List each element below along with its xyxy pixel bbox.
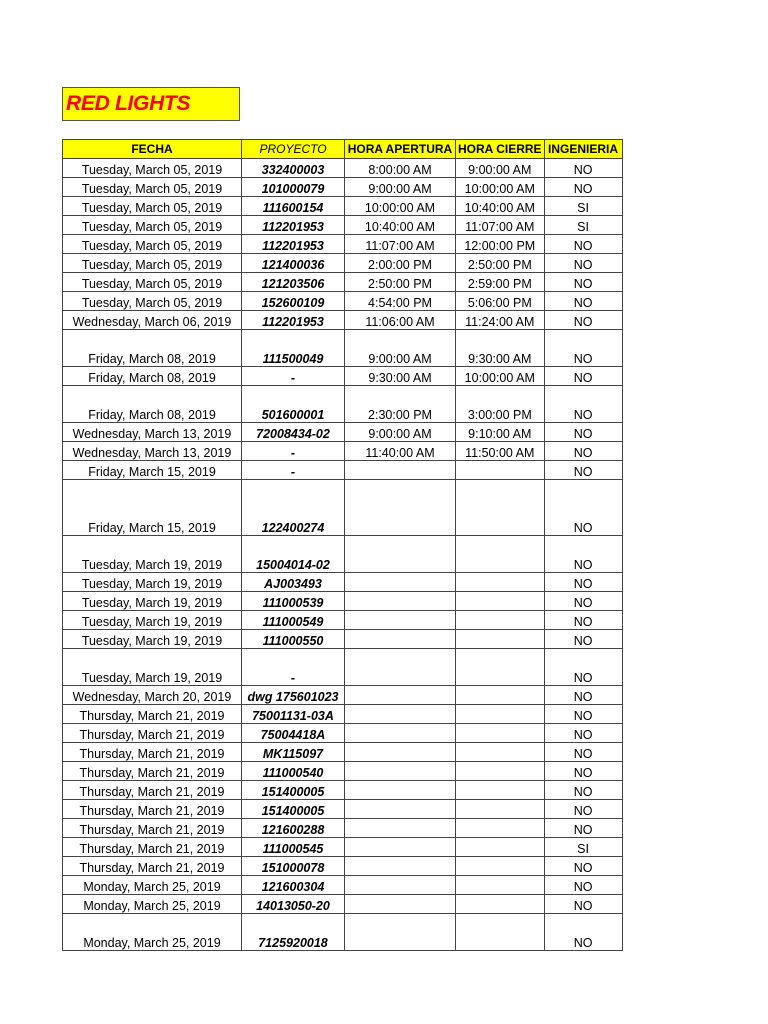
cell-ingenieria: NO	[544, 573, 622, 592]
cell-ingenieria: NO	[544, 895, 622, 914]
cell-fecha: Thursday, March 21, 2019	[63, 857, 242, 876]
cell-ingenieria: NO	[544, 800, 622, 819]
cell-fecha: Monday, March 25, 2019	[63, 895, 242, 914]
table-row	[63, 781, 623, 800]
cell-proyecto: 151000078	[242, 857, 345, 876]
cell-fecha: Tuesday, March 05, 2019	[63, 254, 242, 273]
cell-hora-apertura	[345, 686, 456, 705]
cell-fecha: Tuesday, March 05, 2019	[63, 216, 242, 235]
table-row	[63, 838, 623, 857]
cell-proyecto: 111000550	[242, 630, 345, 649]
table-row	[63, 895, 623, 914]
table-row	[63, 330, 623, 367]
cell-hora-apertura: 9:00:00 AM	[345, 178, 456, 197]
cell-proyecto: AJ003493	[242, 573, 345, 592]
sheet-title: RED LIGHTS	[66, 92, 191, 115]
cell-ingenieria: NO	[544, 386, 622, 423]
cell-ingenieria: NO	[544, 630, 622, 649]
cell-proyecto: 111500049	[242, 330, 345, 367]
cell-proyecto: 75004418A	[242, 724, 345, 743]
cell-hora-apertura	[345, 724, 456, 743]
cell-hora-cierre	[456, 838, 545, 857]
cell-fecha: Friday, March 08, 2019	[63, 330, 242, 367]
cell-ingenieria: NO	[544, 159, 622, 178]
table-row	[63, 649, 623, 686]
cell-fecha: Tuesday, March 05, 2019	[63, 273, 242, 292]
cell-fecha: Thursday, March 21, 2019	[63, 819, 242, 838]
cell-hora-apertura	[345, 743, 456, 762]
cell-hora-cierre: 2:50:00 PM	[456, 254, 545, 273]
cell-proyecto: -	[242, 367, 345, 386]
cell-proyecto: -	[242, 461, 345, 480]
cell-fecha: Thursday, March 21, 2019	[63, 762, 242, 781]
cell-hora-apertura	[345, 762, 456, 781]
cell-hora-cierre: 11:24:00 AM	[456, 311, 545, 330]
cell-ingenieria: NO	[544, 235, 622, 254]
table-row	[63, 743, 623, 762]
table-row	[63, 914, 623, 951]
cell-proyecto: MK115097	[242, 743, 345, 762]
cell-proyecto: 111600154	[242, 197, 345, 216]
cell-proyecto: -	[242, 442, 345, 461]
table-row	[63, 442, 623, 461]
table-row	[63, 800, 623, 819]
cell-ingenieria: NO	[544, 178, 622, 197]
table-row	[63, 461, 623, 480]
cell-ingenieria: NO	[544, 254, 622, 273]
table-row	[63, 762, 623, 781]
cell-hora-cierre	[456, 611, 545, 630]
cell-ingenieria: NO	[544, 330, 622, 367]
cell-fecha: Friday, March 08, 2019	[63, 367, 242, 386]
cell-hora-apertura: 9:00:00 AM	[345, 330, 456, 367]
cell-ingenieria: NO	[544, 536, 622, 573]
cell-ingenieria: NO	[544, 762, 622, 781]
red-lights-table	[62, 139, 623, 951]
table-row	[63, 311, 623, 330]
col-header-proyecto: PROYECTO	[242, 140, 345, 159]
cell-hora-apertura: 8:00:00 AM	[345, 159, 456, 178]
cell-proyecto: 112201953	[242, 311, 345, 330]
table-row	[63, 573, 623, 592]
table-row	[63, 367, 623, 386]
cell-hora-cierre: 10:40:00 AM	[456, 197, 545, 216]
cell-hora-cierre	[456, 705, 545, 724]
cell-fecha: Wednesday, March 06, 2019	[63, 311, 242, 330]
cell-hora-apertura	[345, 649, 456, 686]
table-row	[63, 292, 623, 311]
cell-proyecto: 151400005	[242, 781, 345, 800]
cell-ingenieria: NO	[544, 743, 622, 762]
table-row	[63, 386, 623, 423]
cell-ingenieria: NO	[544, 857, 622, 876]
cell-hora-cierre: 5:06:00 PM	[456, 292, 545, 311]
cell-hora-apertura	[345, 914, 456, 951]
cell-fecha: Tuesday, March 19, 2019	[63, 630, 242, 649]
cell-fecha: Wednesday, March 20, 2019	[63, 686, 242, 705]
cell-hora-cierre	[456, 649, 545, 686]
cell-hora-cierre: 9:30:00 AM	[456, 330, 545, 367]
table-row	[63, 630, 623, 649]
cell-hora-apertura	[345, 573, 456, 592]
cell-hora-cierre	[456, 876, 545, 895]
cell-hora-cierre	[456, 724, 545, 743]
cell-ingenieria: NO	[544, 724, 622, 743]
cell-hora-cierre	[456, 536, 545, 573]
table-row	[63, 216, 623, 235]
cell-hora-cierre: 12:00:00 PM	[456, 235, 545, 254]
col-header-fecha: FECHA	[63, 140, 242, 159]
table-row	[63, 705, 623, 724]
cell-proyecto: 7125920018	[242, 914, 345, 951]
table-row	[63, 235, 623, 254]
cell-fecha: Tuesday, March 05, 2019	[63, 178, 242, 197]
cell-hora-cierre	[456, 461, 545, 480]
cell-hora-apertura: 2:00:00 PM	[345, 254, 456, 273]
cell-proyecto: 121203506	[242, 273, 345, 292]
cell-hora-apertura: 11:40:00 AM	[345, 442, 456, 461]
cell-hora-apertura	[345, 819, 456, 838]
cell-fecha: Friday, March 15, 2019	[63, 461, 242, 480]
cell-hora-cierre: 10:00:00 AM	[456, 178, 545, 197]
cell-ingenieria: NO	[544, 273, 622, 292]
cell-proyecto: 152600109	[242, 292, 345, 311]
cell-ingenieria: NO	[544, 649, 622, 686]
cell-ingenieria: NO	[544, 592, 622, 611]
cell-hora-cierre	[456, 573, 545, 592]
table-row	[63, 159, 623, 178]
col-header-ingenieria: INGENIERIA	[544, 140, 622, 159]
cell-ingenieria: NO	[544, 819, 622, 838]
cell-hora-apertura	[345, 592, 456, 611]
cell-hora-cierre: 9:00:00 AM	[456, 159, 545, 178]
cell-proyecto: 111000549	[242, 611, 345, 630]
cell-hora-apertura: 9:00:00 AM	[345, 423, 456, 442]
cell-ingenieria: SI	[544, 216, 622, 235]
cell-ingenieria: NO	[544, 686, 622, 705]
cell-fecha: Thursday, March 21, 2019	[63, 800, 242, 819]
cell-proyecto: 332400003	[242, 159, 345, 178]
table-row	[63, 686, 623, 705]
cell-hora-cierre: 11:50:00 AM	[456, 442, 545, 461]
cell-ingenieria: NO	[544, 461, 622, 480]
cell-proyecto: 151400005	[242, 800, 345, 819]
cell-ingenieria: NO	[544, 442, 622, 461]
table-row	[63, 611, 623, 630]
cell-hora-apertura: 2:30:00 PM	[345, 386, 456, 423]
cell-proyecto: 121600288	[242, 819, 345, 838]
cell-fecha: Tuesday, March 19, 2019	[63, 573, 242, 592]
cell-fecha: Tuesday, March 05, 2019	[63, 159, 242, 178]
cell-fecha: Thursday, March 21, 2019	[63, 781, 242, 800]
cell-ingenieria: NO	[544, 611, 622, 630]
cell-ingenieria: NO	[544, 367, 622, 386]
cell-fecha: Friday, March 15, 2019	[63, 480, 242, 536]
cell-hora-apertura	[345, 536, 456, 573]
cell-hora-apertura	[345, 461, 456, 480]
cell-proyecto: 15004014-02	[242, 536, 345, 573]
cell-fecha: Thursday, March 21, 2019	[63, 705, 242, 724]
cell-fecha: Monday, March 25, 2019	[63, 876, 242, 895]
cell-fecha: Wednesday, March 13, 2019	[63, 442, 242, 461]
cell-fecha: Tuesday, March 19, 2019	[63, 592, 242, 611]
col-header-hora-cierre: HORA CIERRE	[456, 140, 545, 159]
title-box	[62, 87, 240, 121]
cell-hora-apertura	[345, 800, 456, 819]
cell-proyecto: 112201953	[242, 235, 345, 254]
cell-fecha: Friday, March 08, 2019	[63, 386, 242, 423]
cell-hora-cierre	[456, 895, 545, 914]
cell-hora-cierre	[456, 480, 545, 536]
cell-proyecto: 75001131-03A	[242, 705, 345, 724]
cell-proyecto: 111000540	[242, 762, 345, 781]
cell-fecha: Tuesday, March 19, 2019	[63, 649, 242, 686]
cell-fecha: Tuesday, March 05, 2019	[63, 292, 242, 311]
cell-proyecto: -	[242, 649, 345, 686]
cell-ingenieria: NO	[544, 705, 622, 724]
cell-fecha: Tuesday, March 19, 2019	[63, 611, 242, 630]
cell-proyecto: dwg 175601023	[242, 686, 345, 705]
cell-hora-apertura	[345, 480, 456, 536]
cell-ingenieria: NO	[544, 423, 622, 442]
cell-hora-cierre	[456, 630, 545, 649]
cell-ingenieria: NO	[544, 311, 622, 330]
cell-hora-cierre	[456, 743, 545, 762]
cell-hora-cierre	[456, 686, 545, 705]
cell-ingenieria: NO	[544, 876, 622, 895]
cell-fecha: Tuesday, March 05, 2019	[63, 197, 242, 216]
table-row	[63, 592, 623, 611]
cell-hora-cierre: 3:00:00 PM	[456, 386, 545, 423]
header-row	[63, 140, 623, 159]
table-row	[63, 724, 623, 743]
table-row	[63, 273, 623, 292]
cell-hora-cierre: 9:10:00 AM	[456, 423, 545, 442]
cell-hora-cierre: 11:07:00 AM	[456, 216, 545, 235]
table-row	[63, 857, 623, 876]
cell-hora-apertura: 11:07:00 AM	[345, 235, 456, 254]
table-row	[63, 480, 623, 536]
cell-hora-apertura: 2:50:00 PM	[345, 273, 456, 292]
cell-proyecto: 112201953	[242, 216, 345, 235]
cell-proyecto: 111000539	[242, 592, 345, 611]
cell-hora-cierre	[456, 762, 545, 781]
cell-hora-cierre	[456, 857, 545, 876]
cell-ingenieria: NO	[544, 292, 622, 311]
cell-ingenieria: NO	[544, 781, 622, 800]
col-header-hora-apertura: HORA APERTURA	[345, 140, 456, 159]
cell-hora-apertura	[345, 705, 456, 724]
cell-proyecto: 72008434-02	[242, 423, 345, 442]
cell-hora-cierre	[456, 819, 545, 838]
cell-proyecto: 14013050-20	[242, 895, 345, 914]
cell-hora-apertura	[345, 876, 456, 895]
cell-hora-cierre	[456, 800, 545, 819]
cell-fecha: Wednesday, March 13, 2019	[63, 423, 242, 442]
cell-hora-cierre	[456, 914, 545, 951]
table-row	[63, 819, 623, 838]
cell-hora-apertura: 9:30:00 AM	[345, 367, 456, 386]
cell-fecha: Tuesday, March 19, 2019	[63, 536, 242, 573]
cell-proyecto: 122400274	[242, 480, 345, 536]
table-row	[63, 423, 623, 442]
cell-ingenieria: NO	[544, 914, 622, 951]
cell-proyecto: 121600304	[242, 876, 345, 895]
cell-hora-cierre: 10:00:00 AM	[456, 367, 545, 386]
cell-fecha: Thursday, March 21, 2019	[63, 838, 242, 857]
cell-fecha: Thursday, March 21, 2019	[63, 743, 242, 762]
cell-hora-cierre	[456, 781, 545, 800]
cell-hora-apertura: 10:40:00 AM	[345, 216, 456, 235]
cell-hora-cierre	[456, 592, 545, 611]
cell-proyecto: 101000079	[242, 178, 345, 197]
cell-proyecto: 111000545	[242, 838, 345, 857]
table-row	[63, 178, 623, 197]
cell-hora-apertura: 10:00:00 AM	[345, 197, 456, 216]
cell-hora-apertura: 4:54:00 PM	[345, 292, 456, 311]
cell-ingenieria: SI	[544, 838, 622, 857]
table-body	[63, 159, 623, 951]
cell-fecha: Thursday, March 21, 2019	[63, 724, 242, 743]
table-row	[63, 536, 623, 573]
table-row	[63, 254, 623, 273]
cell-hora-apertura	[345, 611, 456, 630]
cell-proyecto: 121400036	[242, 254, 345, 273]
cell-hora-apertura	[345, 857, 456, 876]
cell-hora-apertura: 11:06:00 AM	[345, 311, 456, 330]
cell-ingenieria: NO	[544, 480, 622, 536]
table-row	[63, 197, 623, 216]
cell-fecha: Tuesday, March 05, 2019	[63, 235, 242, 254]
cell-ingenieria: SI	[544, 197, 622, 216]
cell-hora-apertura	[345, 895, 456, 914]
cell-hora-apertura	[345, 781, 456, 800]
cell-hora-apertura	[345, 630, 456, 649]
table-row	[63, 876, 623, 895]
cell-hora-cierre: 2:59:00 PM	[456, 273, 545, 292]
cell-fecha: Monday, March 25, 2019	[63, 914, 242, 951]
cell-hora-apertura	[345, 838, 456, 857]
cell-proyecto: 501600001	[242, 386, 345, 423]
